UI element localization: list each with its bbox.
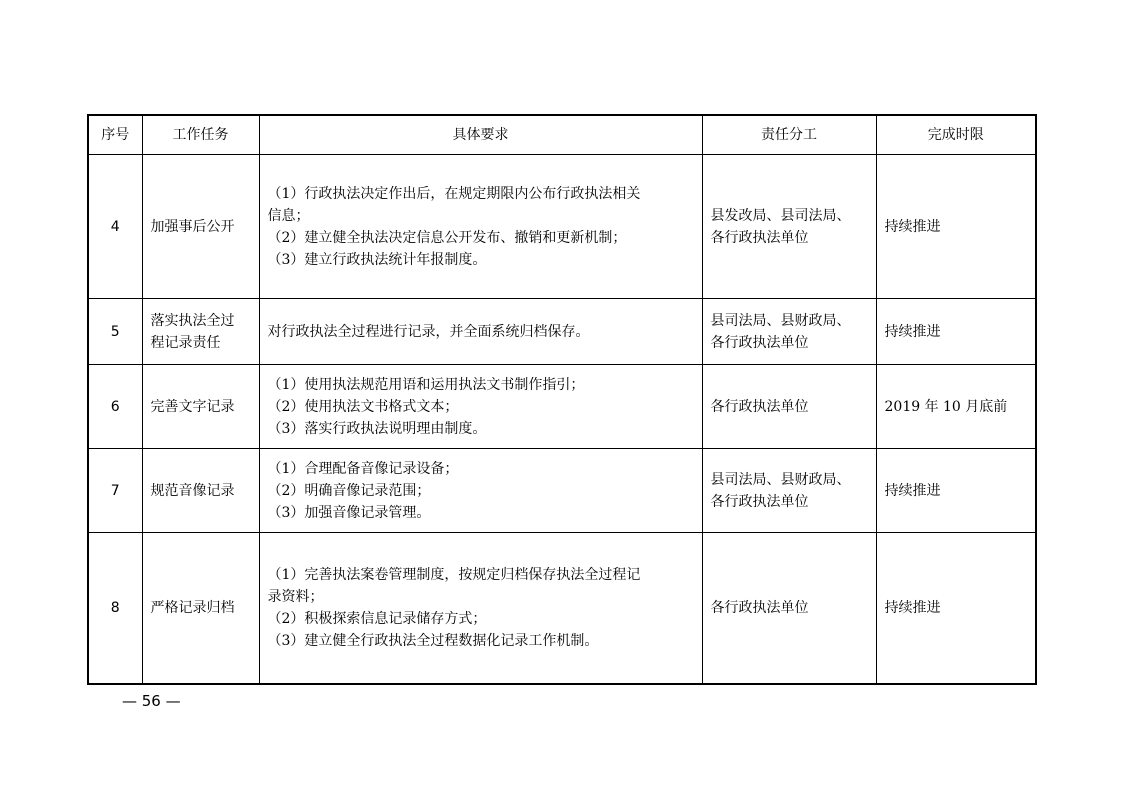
requirement-line: （2）使用执法文书格式文本； (267, 398, 459, 415)
deadline-cell: 持续推进 (876, 155, 1036, 299)
requirement-line: （1）行政执法决定作出后，在规定期限内公布行政执法相关 (267, 185, 641, 202)
task-cell (142, 533, 259, 684)
header-deadline: 完成时限 (876, 115, 1036, 155)
responsibility-cell (702, 449, 876, 533)
header-task: 工作任务 (142, 115, 259, 155)
responsibility-line: 县发改局、县司法局、 (710, 207, 851, 224)
responsibility-line: 各行政执法单位 (710, 599, 809, 616)
table-row (88, 533, 1036, 684)
responsibility-cell (702, 299, 876, 365)
responsibility-line: 各行政执法单位 (710, 493, 809, 510)
responsibility-line: 各行政执法单位 (710, 334, 809, 351)
task-line: 完善文字记录 (150, 398, 235, 415)
row-number: 8 (88, 533, 142, 684)
requirements-cell (259, 533, 702, 684)
requirement-line: （1）完善执法案卷管理制度，按规定归档保存执法全过程记 (267, 566, 641, 583)
task-line: 落实执法全过 (150, 312, 235, 329)
task-line: 规范音像记录 (150, 482, 235, 499)
table-row (88, 365, 1036, 449)
table-row (88, 449, 1036, 533)
table-row (88, 155, 1036, 299)
row-number: 7 (88, 449, 142, 533)
header-no: 序号 (88, 115, 142, 155)
responsibility-line: 县司法局、县财政局、 (710, 312, 851, 329)
requirements-cell (259, 449, 702, 533)
task-cell (142, 299, 259, 365)
task-cell (142, 155, 259, 299)
task-line: 严格记录归档 (150, 599, 235, 616)
task-table (87, 114, 1037, 685)
deadline-cell: 持续推进 (876, 449, 1036, 533)
page-number: — 56 — (122, 692, 181, 710)
requirement-line: （3）建立健全行政执法全过程数据化记录工作机制。 (267, 632, 599, 649)
responsibility-line: 各行政执法单位 (710, 398, 809, 415)
requirement-line: （1）使用执法规范用语和运用执法文书制作指引； (267, 376, 585, 393)
task-line: 程记录责任 (150, 334, 221, 351)
requirements-cell (259, 299, 702, 365)
requirement-line: （3）加强音像记录管理。 (267, 504, 431, 521)
row-number: 6 (88, 365, 142, 449)
requirement-line: （1）合理配备音像记录设备； (267, 460, 459, 477)
table-header-row (88, 115, 1036, 155)
responsibility-cell (702, 155, 876, 299)
row-number: 5 (88, 299, 142, 365)
responsibility-cell (702, 365, 876, 449)
task-cell (142, 449, 259, 533)
requirement-line: 信息； (267, 207, 310, 224)
header-requirements: 具体要求 (259, 115, 702, 155)
requirement-line: （3）落实行政执法说明理由制度。 (267, 420, 487, 437)
requirement-line: 录资料； (267, 588, 324, 605)
requirement-line: （3）建立行政执法统计年报制度。 (267, 251, 487, 268)
responsibility-line: 各行政执法单位 (710, 229, 809, 246)
requirement-line: （2）明确音像记录范围； (267, 482, 431, 499)
row-number: 4 (88, 155, 142, 299)
deadline-cell: 持续推进 (876, 533, 1036, 684)
deadline-cell: 持续推进 (876, 299, 1036, 365)
requirement-line: 对行政执法全过程进行记录，并全面系统归档保存。 (267, 323, 590, 340)
requirements-cell (259, 365, 702, 449)
task-cell (142, 365, 259, 449)
requirement-line: （2）建立健全执法决定信息公开发布、撤销和更新机制； (267, 229, 627, 246)
responsibility-line: 县司法局、县财政局、 (710, 471, 851, 488)
requirement-line: （2）积极探索信息记录储存方式； (267, 610, 487, 627)
deadline-cell: 2019 年 10 月底前 (876, 365, 1036, 449)
table-row (88, 299, 1036, 365)
requirements-cell (259, 155, 702, 299)
task-line: 加强事后公开 (150, 218, 235, 235)
responsibility-cell (702, 533, 876, 684)
header-responsibility: 责任分工 (702, 115, 876, 155)
